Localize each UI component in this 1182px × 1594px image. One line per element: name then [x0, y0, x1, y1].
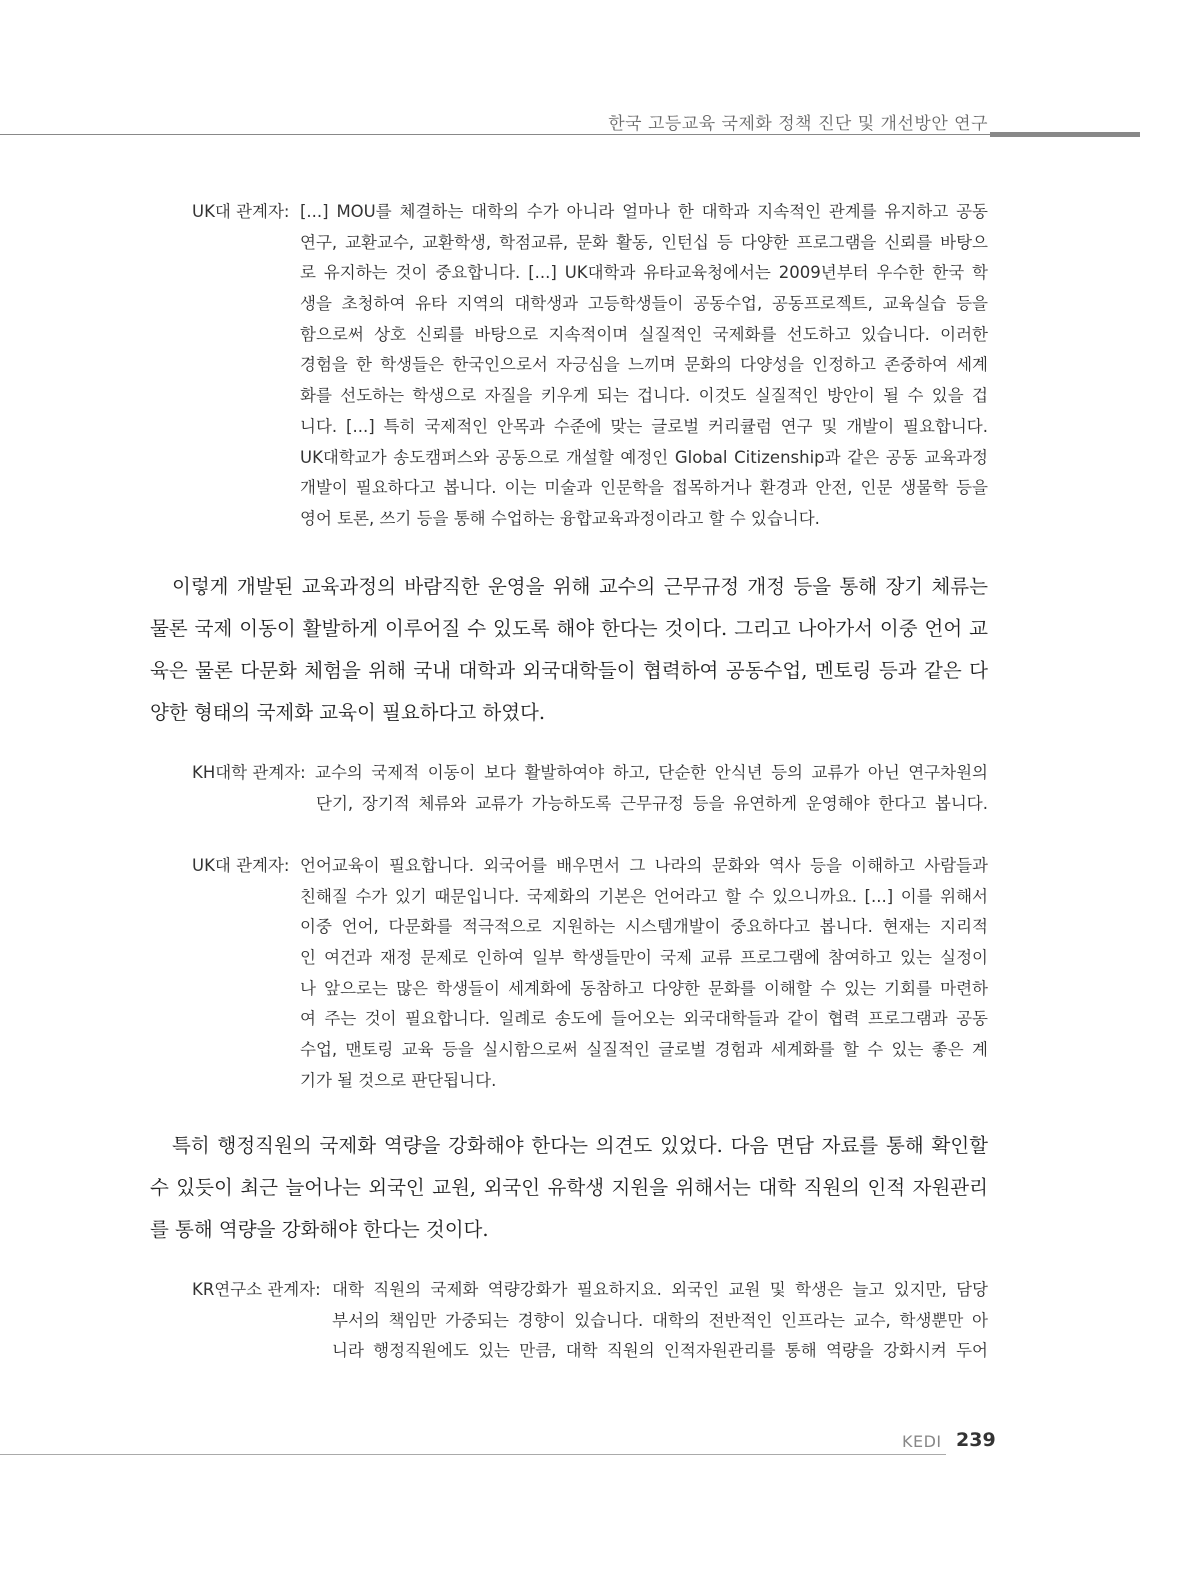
speaker-label: KR연구소 관계자:	[192, 1280, 321, 1299]
paragraph-line: 양한 형태의 국제화 교육이 필요하다고 하였다.	[150, 701, 546, 724]
quote-line: 함으로써 상호 신뢰를 바탕으로 지속적이며 실질적인 국제화를 선도하고 있습니다. 이러한	[300, 324, 988, 344]
interview-quote	[192, 1275, 988, 1367]
quote-line: 나 앞으로는 많은 학생들이 세계화에 동참하고 다양한 문화를 이해할 수 있는 기회를 마련하	[300, 978, 988, 998]
quote-line: 교수의 국제적 이동이 보다 활발하여야 하고, 단순한 안식년 등의 교류가 아닌 연구차원의	[315, 763, 988, 782]
speaker-label: UK대 관계자:	[192, 856, 290, 875]
quote-line: 기가 될 것으로 판단됩니다.	[300, 1070, 497, 1090]
quote-line: [...] MOU를 체결하는 대학의 수가 아니라 얼마나 한 대학과 지속적인 관계를 유지하고 공동	[300, 202, 988, 221]
interview-quote	[192, 197, 988, 535]
paragraph-line: 이렇게 개발된 교육과정의 바람직한 운영을 위해 교수의 근무규정 개정 등을 통해 장기 체류는	[172, 575, 988, 598]
interview-quote	[192, 851, 988, 1097]
header-rule-accent	[990, 132, 1140, 137]
quote-line: 로 유지하는 것이 중요합니다. [...] UK대학과 유타교육청에서는 2009년부터 우수한 한국 학	[300, 263, 988, 283]
quote-line: 화를 선도하는 학생으로 자질을 키우게 되는 겁니다. 이것도 실질적인 방안이 될 수 있을 겁	[300, 386, 988, 406]
quote-line: 개발이 필요하다고 봅니다. 이는 미술과 인문학을 접목하거나 환경과 안전, 인문 생물학 등을	[300, 478, 988, 498]
interview-quote	[192, 758, 988, 819]
quote-line: 이중 언어, 다문화를 적극적으로 지원하는 시스템개발이 중요하다고 봅니다. 현재는 지리적	[300, 917, 988, 937]
quote-line: 수업, 맨토링 교육 등을 실시함으로써 실질적인 글로벌 경험과 세계화를 할 수 있는 좋은 계	[300, 1040, 988, 1060]
running-header: 한국 고등교육 국제화 정책 진단 및 개선방안 연구	[608, 114, 988, 134]
quote-line: 니다. [...] 특히 국제적인 안목과 수준에 맞는 글로벌 커리큘럼 연구 및 개발이 필요합니다.	[300, 416, 988, 436]
body-paragraph	[150, 1125, 988, 1251]
footer-org-label: KEDI	[902, 1432, 942, 1451]
quote-line: 인 여건과 재정 문제로 인하여 일부 학생들만이 국제 교류 프로그램에 참여하고 있는 실정이	[300, 948, 988, 968]
quote-line: 대학 직원의 국제화 역량강화가 필요하지요. 외국인 교원 및 학생은 늘고 있지만, 담당	[332, 1280, 988, 1299]
quote-line: 생을 초청하여 유타 지역의 대학생과 고등학생들이 공동수업, 공동프로젝트, 교육실습 등을	[300, 294, 988, 314]
quote-line: 영어 토론, 쓰기 등을 통해 수업하는 융합교육과정이라고 할 수 있습니다.	[300, 508, 820, 528]
quote-line: 부서의 책임만 가중되는 경향이 있습니다. 대학의 전반적인 인프라는 교수, 학생뿐만 아	[332, 1310, 988, 1330]
paragraph-line: 특히 행정직원의 국제화 역량을 강화해야 한다는 의견도 있었다. 다음 면담 자료를 통해 확인할	[172, 1134, 988, 1157]
paragraph-line: 수 있듯이 최근 늘어나는 외국인 교원, 외국인 유학생 지원을 위해서는 대학 직원의 인적 자원관리	[150, 1176, 988, 1199]
page-number: 239	[956, 1429, 996, 1451]
quote-line: 단기, 장기적 체류와 교류가 가능하도록 근무규정 등을 유연하게 운영해야 한다고 봅니다.	[316, 793, 988, 813]
quote-line: 여 주는 것이 필요합니다. 일례로 송도에 들어오는 외국대학들과 같이 협력 프로그램과 공동	[300, 1009, 988, 1029]
quote-line: 연구, 교환교수, 교환학생, 학점교류, 문화 활동, 인턴십 등 다양한 프로그램을 신뢰를 바탕으	[300, 232, 988, 252]
speaker-label: KH대학 관계자:	[192, 763, 306, 782]
header-rule	[0, 134, 1000, 135]
quote-line: 경험을 한 학생들은 한국인으로서 자긍심을 느끼며 문화의 다양성을 인정하고 존중하여 세계	[300, 355, 988, 375]
quote-line: UK대학교가 송도캠퍼스와 공동으로 개설할 예정인 Global Citizenship과 같은 공동 교육과정	[300, 447, 988, 467]
quote-line: 친해질 수가 있기 때문입니다. 국제화의 기본은 언어라고 할 수 있으니까요. [...] 이를 위해서	[300, 886, 988, 906]
speaker-label: UK대 관계자:	[192, 202, 290, 221]
paragraph-line: 육은 물론 다문화 체험을 위해 국내 대학과 외국대학들이 협력하여 공동수업, 멘토링 등과 같은 다	[150, 659, 988, 682]
paragraph-line: 를 통해 역량을 강화해야 한다는 것이다.	[150, 1218, 489, 1241]
footer-rule	[0, 1454, 946, 1455]
paragraph-line: 물론 국제 이동이 활발하게 이루어질 수 있도록 해야 한다는 것이다. 그리고 나아가서 이중 언어 교	[150, 617, 988, 640]
quote-line: 언어교육이 필요합니다. 외국어를 배우면서 그 나라의 문화와 역사 등을 이해하고 사람들과	[300, 856, 988, 875]
body-paragraph	[150, 566, 988, 734]
quote-line: 니라 행정직원에도 있는 만큼, 대학 직원의 인적자원관리를 통해 역량을 강화시켜 두어	[332, 1341, 988, 1361]
